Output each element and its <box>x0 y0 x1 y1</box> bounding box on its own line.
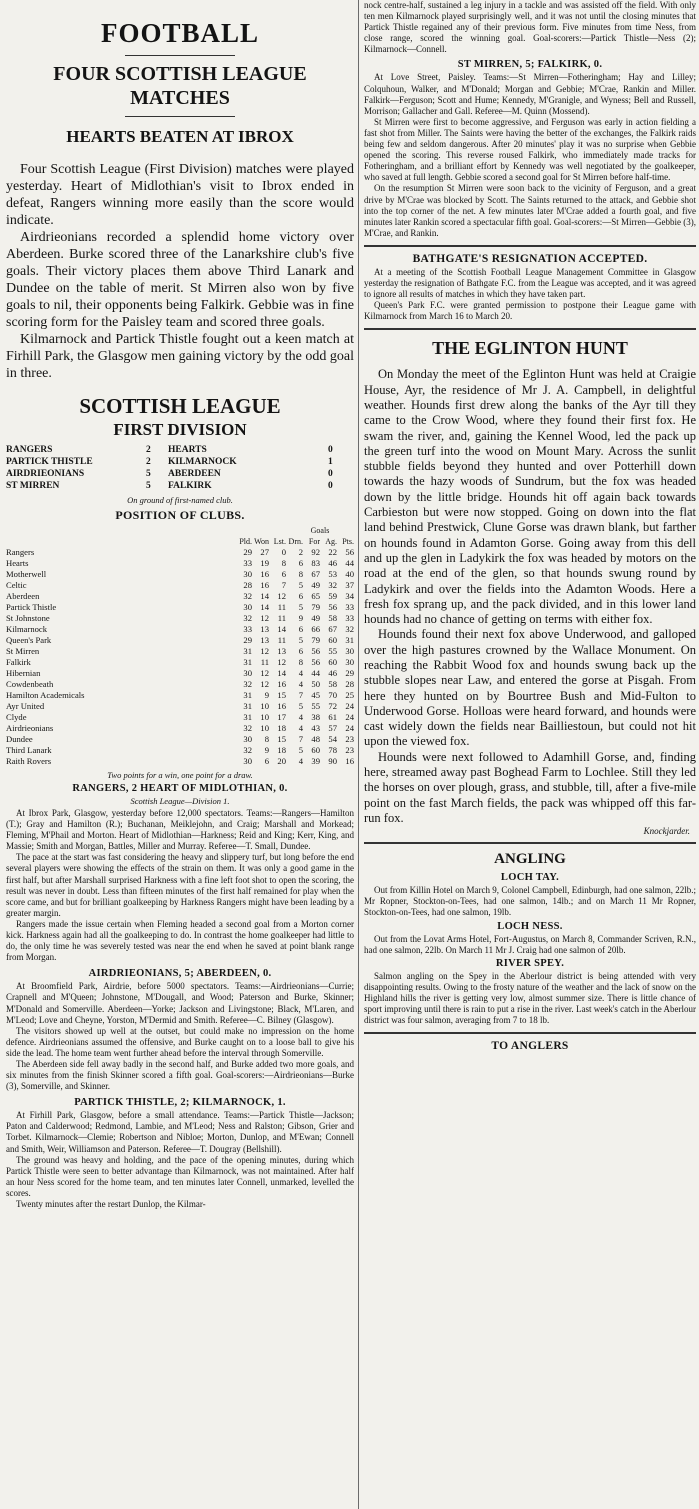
table-cell: 23 <box>345 745 354 755</box>
table-cell: 19 <box>260 558 269 568</box>
table-cell: 60 <box>328 657 337 667</box>
table-cell: 46 <box>328 558 337 568</box>
table-cell: 11 <box>260 657 269 667</box>
table-cell: 45 <box>311 690 320 700</box>
table-cell: 60 <box>328 635 337 645</box>
table-row <box>6 635 354 646</box>
table-cell: 70 <box>328 690 337 700</box>
table-cell: 60 <box>311 745 320 755</box>
league-title: SCOTTISH LEAGUE <box>79 394 281 418</box>
table-cell: 30 <box>243 756 252 766</box>
club-name: St Johnstone <box>6 613 50 623</box>
table-cell: 30 <box>345 646 354 656</box>
table-row <box>6 646 354 657</box>
table-cell: 13 <box>277 646 286 656</box>
club-name: Queen's Park <box>6 635 52 645</box>
table-cell: 17 <box>277 712 286 722</box>
table-row <box>6 580 354 591</box>
table-cell: 54 <box>328 734 337 744</box>
table-cell: 16 <box>345 756 354 766</box>
table-cell: 43 <box>311 723 320 733</box>
result-row: AIRDRIEONIANS 5 ABERDEEN 0 <box>6 469 333 479</box>
table-row <box>6 723 354 734</box>
table-cell: 92 <box>311 547 320 557</box>
table-cell: 50 <box>311 679 320 689</box>
match-title: RANGERS, 2 HEART OF MIDLOTHIAN, 0. <box>72 783 288 794</box>
table-cell: 24 <box>345 723 354 733</box>
bathgate-paragraph: Queen's Park F.C. were granted permission to postpone their League game with Kilmarnock from March 16 to March 20. <box>364 300 696 322</box>
table-cell: 16 <box>260 580 269 590</box>
table-cell: 10 <box>260 723 269 733</box>
table-cell: 56 <box>311 646 320 656</box>
club-name: Cowdenbeath <box>6 679 54 689</box>
table-cell: 40 <box>345 569 354 579</box>
table-cell: 29 <box>243 547 252 557</box>
table-goals-header-row: Goals <box>310 526 330 535</box>
table-cell: 4 <box>298 756 303 766</box>
hunt-paragraph: Hounds found their next fox above Underwood, and galloped over the high pastures crowned by the Wallace Monument. On reaching the Rabbit Wood fox and hounds swung back up the stubble slopes near Law, and entered the gorse at Pisgah. From here they hunted on by Bourtree Bush and Mid-Fulton to Underwood Gorse. Holloas were heard forward, and hounds were cast widely down the fields near Bailliestoun, but could not hit upon the viewed fox. <box>364 627 696 749</box>
table-cell: 11 <box>277 602 286 612</box>
table-cell: 16 <box>277 701 286 711</box>
club-name: Clyde <box>6 712 27 722</box>
league-table <box>6 525 354 767</box>
table-cell: 5 <box>298 580 303 590</box>
table-row <box>6 679 354 690</box>
table-cell: 8 <box>298 657 303 667</box>
table-cell: 30 <box>243 569 252 579</box>
table-header-cell: Lst. <box>273 537 286 546</box>
table-cell: 38 <box>311 712 320 722</box>
table-cell: 34 <box>345 591 354 601</box>
table-cell: 27 <box>260 547 269 557</box>
right-column <box>364 0 696 1509</box>
club-name: Hibernian <box>6 668 41 678</box>
table-cell: 15 <box>277 734 286 744</box>
table-cell: 79 <box>311 635 320 645</box>
table-cell: 67 <box>311 569 320 579</box>
table-row <box>6 668 354 679</box>
table-row <box>6 547 354 558</box>
intro-paragraph: Four Scottish League (First Division) matches were played yesterday. Heart of Midlothian's visit to Ibrox ended in defeat, Rangers winning more easily than the score would indicate. <box>6 162 354 228</box>
anglers-title: TO ANGLERS <box>491 1040 569 1053</box>
table-cell: 49 <box>311 580 320 590</box>
table-row <box>6 591 354 602</box>
table-cell: 14 <box>260 602 269 612</box>
match-report: The ground was heavy and holding, and the pace of the opening minutes, during which Partick Thistle were seen to better advantage than Kilmarnock, was not maintained. After half an hour Ness scored for the home team, and ten minutes later Connell, unmarked, levelled the scores. <box>6 1154 354 1198</box>
result-row: ST MIRREN 5 FALKIRK 0 <box>6 481 333 491</box>
table-row <box>6 613 354 624</box>
table-row <box>6 701 354 712</box>
table-cell: 12 <box>277 657 286 667</box>
match-report: At Love Street, Paisley. Teams:—St Mirren—Fotheringham; Hay and Lilley; Colquhoun, Walker, and M'Donald; Morgan and Gebbie; M'Crae, Rankin and Miller. Falkirk—Ferguson; Scott and Hume; Kennedy, M'Granigle, and Wyness; Bell and Russell, Morrison; Gallacher and Gall. Referee—M. Quinn (Mossend). <box>364 72 696 116</box>
table-cell: 29 <box>345 668 354 678</box>
club-name: Third Lanark <box>6 745 52 755</box>
table-cell: 11 <box>277 635 286 645</box>
rule <box>125 116 235 117</box>
table-cell: 59 <box>328 591 337 601</box>
table-cell: 31 <box>243 657 252 667</box>
bathgate-title: BATHGATE'S RESIGNATION ACCEPTED. <box>412 252 648 265</box>
table-cell: 44 <box>311 668 320 678</box>
table-cell: 58 <box>328 679 337 689</box>
table-cell: 32 <box>243 591 252 601</box>
table-cell: 12 <box>260 679 269 689</box>
table-row <box>6 624 354 635</box>
table-cell: 65 <box>311 591 320 601</box>
result-row: RANGERS 2 HEARTS 0 <box>6 445 333 455</box>
intro-paragraph: Kilmarnock and Partick Thistle fought out a keen match at Firhill Park, the Glasgow men gaining victory by the odd goal in three. <box>6 332 354 381</box>
table-cell: 24 <box>345 712 354 722</box>
table-row <box>6 569 354 580</box>
table-cell: 30 <box>345 657 354 667</box>
table-row <box>6 756 354 767</box>
table-cell: 55 <box>328 646 337 656</box>
club-name: Raith Rovers <box>6 756 52 766</box>
table-cell: 78 <box>328 745 337 755</box>
match-title: PARTICK THISTLE, 2; KILMARNOCK, 1. <box>74 1097 286 1109</box>
table-cell: 53 <box>328 569 337 579</box>
table-cell: 57 <box>328 723 337 733</box>
club-name: Airdrieonians <box>6 723 54 733</box>
table-cell: 10 <box>260 712 269 722</box>
table-cell: 33 <box>243 624 252 634</box>
table-cell: 20 <box>277 756 286 766</box>
angling-section <box>364 842 696 1026</box>
hunt-title: THE EGLINTON HUNT <box>432 338 628 359</box>
table-cell: 5 <box>298 602 303 612</box>
club-name: Hamilton Academicals <box>6 690 85 700</box>
table-cell: 58 <box>328 613 337 623</box>
match-subtitle: Scottish League—Division 1. <box>130 796 230 806</box>
table-row <box>6 558 354 569</box>
table-cell: 33 <box>243 558 252 568</box>
table-cell: 12 <box>277 591 286 601</box>
table-cell: 12 <box>260 646 269 656</box>
table-cell: 6 <box>298 558 303 568</box>
table-cell: 32 <box>243 679 252 689</box>
table-cell: 14 <box>260 591 269 601</box>
table-cell: 31 <box>243 701 252 711</box>
club-name: Dundee <box>6 734 33 744</box>
table-cell: 55 <box>311 701 320 711</box>
table-cell: 30 <box>243 668 252 678</box>
table-cell: 29 <box>243 635 252 645</box>
table-cell: 33 <box>345 602 354 612</box>
results-note: On ground of first-named club. <box>127 495 233 505</box>
table-cell: 8 <box>281 558 286 568</box>
angling-title: ANGLING <box>494 851 566 868</box>
table-cell: 31 <box>243 712 252 722</box>
subheadline: FOUR SCOTTISH LEAGUE MATCHES <box>53 63 307 109</box>
table-row <box>6 745 354 756</box>
table-cell: 4 <box>298 679 303 689</box>
intro-paragraph: Airdrieonians recorded a splendid home victory over Aberdeen. Burke scored three of the Lanarkshire club's five goals. Their victory places them above Third Lanark and Dundee on the table of merit. St Mirren also won by five goals to nil, their opponents being Falkirk. Gebbie was in fine scoring form for the Paisley team and scored three goals. <box>6 230 354 330</box>
table-body <box>6 547 354 767</box>
table-cell: 0 <box>281 547 286 557</box>
table-header-cell: For <box>308 537 320 546</box>
table-cell: 83 <box>311 558 320 568</box>
table-cell: 28 <box>345 679 354 689</box>
table-title: POSITION OF CLUBS. <box>115 508 245 522</box>
column-divider <box>358 0 359 1509</box>
table-cell: 39 <box>311 756 320 766</box>
table-cell: 32 <box>243 613 252 623</box>
table-cell: 5 <box>298 701 303 711</box>
table-cell: 13 <box>260 624 269 634</box>
table-row <box>6 712 354 723</box>
table-cell: 79 <box>311 602 320 612</box>
table-cell: 90 <box>328 756 337 766</box>
table-cell: 12 <box>260 613 269 623</box>
table-cell: 24 <box>345 701 354 711</box>
table-header-cell <box>6 536 235 547</box>
club-name: Hearts <box>6 558 29 568</box>
table-cell: 49 <box>311 613 320 623</box>
table-cell: 31 <box>243 690 252 700</box>
table-cell: 9 <box>264 745 269 755</box>
match-report: The Aberdeen side fell away badly in the second half, and Burke added two more goals, and six minutes from the finish Skinner scored a fifth goal. Goal-scorers:—Airdrieonians—Burke (3), Somerville, and Skinner. <box>6 1058 354 1092</box>
table-cell: 8 <box>298 569 303 579</box>
hunt-paragraph: On Monday the meet of the Eglinton Hunt was held at Craigie House, Ayr, the residence of Mr J. A. Campbell, in delightful weather. Hounds first drew along the banks of the Ayr till they came to the Crow Wood, where they found their first fox. He swam the river, and, gaining the Kennel Wood, led the pack up the green turf into the wood on Mount Mary. Across the sunlit stubble fields beyond they hunted and over Potterhill down towards the hazy woods of Sundrum, but the fox was headed down by the little bridge. Hounds hit off again back towards Carbieston but were now stopped. Going on down into the flat land behind Prestwick, Clune Gorse was drawn blank, but farther on hounds found in Adamton Gorse. Going away from this dell and up the glen in Ladykirk the fox was headed by motors on the road at the end of the glen, so that hounds swung round by Ladykirk and over the fields into the Adamton Woods. Here a fresh fox sprang up, and the pack divided, and in this lower land hounds had no chance of getting on terms with either fox. <box>364 367 696 627</box>
table-cell: 13 <box>260 635 269 645</box>
table-cell: 23 <box>345 734 354 744</box>
table-cell: 11 <box>277 613 286 623</box>
left-column <box>6 0 354 1509</box>
match-report: On the resumption St Mirren were soon back to the vicinity of Ferguson, and a great drive by M'Crae was blocked by Scott. The Saints returned to the attack, and Gebbie shot into the top corner of the net. A few minutes later M'Crae added a fourth goal, and five minutes later Rankin scored a spectacular fifth goal. Goal-scorers:—St Mirren—Gebbie (3), M'Crae, and Rankin. <box>364 183 696 238</box>
loch-ness-title: LOCH NESS. <box>497 920 563 932</box>
table-cell: 15 <box>277 690 286 700</box>
table-cell: 10 <box>260 701 269 711</box>
table-cell: 7 <box>298 734 303 744</box>
table-cell: 7 <box>281 580 286 590</box>
club-name: St Mirren <box>6 646 40 656</box>
match-report: At Firhill Park, Glasgow, before a small attendance. Teams:—Partick Thistle—Jackson; Paton and Calderwood; Redmond, Lambie, and M'Leod; Ness and Ralston; Gibson, Grier and Torbet. Kilmarnock—Clemie; Robertson and Nibloe; Morton, Dunlop, and M'Ewan; Connell and Smith, Weir, Williamson and Paterson. Referee—T. Dougray (Bellshill). <box>6 1110 354 1154</box>
club-name: Falkirk <box>6 657 31 667</box>
result-row: PARTICK THISTLE 2 KILMARNOCK 1 <box>6 457 333 467</box>
table-cell: 6 <box>298 646 303 656</box>
spey-text: Salmon angling on the Spey in the Aberlour district is being attended with very disappointing results. Owing to the frosty nature of the weather and the lack of snow on the Highland hills the river is getting very low, almost summer size. There is little chance of sport improving until there is rain to put a rise in the river. Last week's catch in the Aberlour district was four salmon, averaging from 7 to 18 lb. <box>364 970 696 1026</box>
table-cell: 5 <box>298 745 303 755</box>
table-cell: 5 <box>298 635 303 645</box>
table-cell: 9 <box>264 690 269 700</box>
table-cell: 7 <box>298 690 303 700</box>
anglers-section <box>364 1032 696 1052</box>
table-header-cell: Pld. <box>239 537 252 546</box>
table-cell: 18 <box>277 723 286 733</box>
match-title: ST MIRREN, 5; FALKIRK, 0. <box>457 59 603 71</box>
division-title: FIRST DIVISION <box>113 420 247 439</box>
loch-tay-text: Out from Killin Hotel on March 9, Colonel Campbell, Edinburgh, had one salmon, 22lb.; Mr Ropner, Stockton-on-Tees, had one salmon, 14lb.; and on March 11 Mr Ropner, Stockton-on-Tees, had one salmon, 19lb. <box>364 885 696 918</box>
table-cell: 56 <box>345 547 354 557</box>
table-cell: 6 <box>298 591 303 601</box>
table-cell: 32 <box>328 580 337 590</box>
table-cell: 66 <box>311 624 320 634</box>
table-cell: 14 <box>277 624 286 634</box>
table-cell: 8 <box>264 734 269 744</box>
loch-ness-text: Out from the Lovat Arms Hotel, Fort-Augustus, on March 8, Commander Scriven, R.N., had one salmon, 22lb. On March 11 Mr J. Craig had one salmon of 20lb. <box>364 933 696 955</box>
table-cell: 56 <box>311 657 320 667</box>
table-cell: 31 <box>345 635 354 645</box>
table-cell: 12 <box>260 668 269 678</box>
table-header-row <box>6 536 354 547</box>
table-cell: 4 <box>298 712 303 722</box>
table-cell: 61 <box>328 712 337 722</box>
table-cell: 16 <box>260 569 269 579</box>
table-cell: 9 <box>298 613 303 623</box>
match-title: AIRDRIEONIANS, 5; ABERDEEN, 0. <box>88 968 272 980</box>
table-cell: 16 <box>277 679 286 689</box>
table-cell: 33 <box>345 613 354 623</box>
club-name: Rangers <box>6 547 35 557</box>
table-cell: 28 <box>243 580 252 590</box>
table-cell: 32 <box>345 624 354 634</box>
section-headline: FOOTBALL <box>100 18 260 48</box>
loch-tay-title: LOCH TAY. <box>500 872 560 884</box>
club-name: Ayr United <box>6 701 45 711</box>
table-cell: 4 <box>298 723 303 733</box>
table-header-cell: Drn. <box>288 537 303 546</box>
table-cell: 6 <box>298 624 303 634</box>
table-cell: 22 <box>328 547 337 557</box>
spey-title: RIVER SPEY. <box>495 957 565 969</box>
club-name: Motherwell <box>6 569 47 579</box>
hunt-article <box>364 328 696 836</box>
match-report: The visitors showed up well at the outset, but could make no impression on the home defence. Airdrieonians assumed the offensive, and Burke caught on to a loose ball to give his side the lead. The home team went further ahead before the interval through Somerville. <box>6 1025 354 1058</box>
results-list <box>6 444 354 492</box>
table-header-cell: Won <box>254 537 269 546</box>
table-note: Two points for a win, one point for a draw. <box>107 770 253 780</box>
table-cell: 6 <box>281 569 286 579</box>
table-cell: 6 <box>264 756 269 766</box>
table-row <box>6 690 354 701</box>
club-name: Celtic <box>6 580 27 590</box>
table-cell: 32 <box>243 745 252 755</box>
bathgate-article <box>364 245 696 322</box>
table-cell: 31 <box>243 646 252 656</box>
table-row <box>6 657 354 668</box>
table-cell: 4 <box>298 668 303 678</box>
match-report: The pace at the start was fast considering the heavy and slippery turf, but long before the end several players were showing the effects of the strain on them. It was only a good game in the first half, but after Marshall surprised Harkness with a fine left foot shot to open the scoring, the result was never in doubt. Less than fifteen minutes of the first half remained for play when the score came, and but for brilliant goalkeeping by Harkness Rangers might have been leading by a greater margin. <box>6 852 354 918</box>
table-cell: 32 <box>243 723 252 733</box>
match-report: Twenty minutes after the restart Dunlop, the Kilmar- <box>16 1199 206 1209</box>
table-cell: 30 <box>243 734 252 744</box>
table-cell: 67 <box>328 624 337 634</box>
table-cell: 72 <box>328 701 337 711</box>
club-name: Kilmarnock <box>6 624 48 634</box>
table-cell: 30 <box>243 602 252 612</box>
club-name: Aberdeen <box>6 591 40 601</box>
hunt-signature: Knockjarder. <box>643 826 690 837</box>
table-cell: 14 <box>277 668 286 678</box>
match-report: St Mirren were first to become aggressive, and Ferguson was early in action fielding a fast shot from Miller. The Saints were having the better of the exchanges, the Falkirk raids being few and seldom dangerous. After 20 minutes' play it was no surprise when Gebbie opened the scoring. This reverse roused Falkirk, who immediately made tracks for Fotheringham, and a brilliant effort by Kennedy was well negotiated by the goalkeeper, who saved at full length. Gebbie scored a second goal for St Mirren before half-time. <box>364 116 696 183</box>
match-report: At Broomfield Park, Airdrie, before 5000 spectators. Teams:—Airdrieonians—Currie; Crapnell and M'Queen; Johnstone, M'Dougall, and Wood; Paterson and Burke, Skinner; M'Donald and Somerville. Aberdeen—Yorke; Jackson and Livingstone; Black, M'Laren, and M'Leod; Love and Cheyne, Yorston, M'Dermid and Smith. Referee—C. Bilney (Glasgow). <box>6 981 354 1025</box>
table-row <box>6 734 354 745</box>
match-report: At Ibrox Park, Glasgow, yesterday before 12,000 spectators. Teams:—Rangers—Hamilton (T.); Gray and Hamilton (R.); Buchanan, Meiklejohn, and Craig; Marshall and Morkead; Fleming, M'Phail and Morton. Heart of Midlothian—Harkness; Reid and King; Kerr, King, and Massie; Smith and Morgan, Battles, Miller and Murray. Referee—T. Small, Dundee. <box>6 808 354 852</box>
match-report: Rangers made the issue certain when Fleming headed a second goal from a Morton corner kick. Harkness again had all the goalkeeping to do. In contrast the home goalkeeper had little to do, the only time he was severely tested was near the end when he saved at point blank range from Morgan. <box>6 918 354 963</box>
table-cell: 46 <box>328 668 337 678</box>
bathgate-paragraph: At a meeting of the Scottish Football League Management Committee in Glasgow yesterday the resignation of Bathgate F.C. from the League was accepted, and it was agreed to ignore all results of matches in which they have taken part. <box>364 266 696 300</box>
rule <box>125 55 235 56</box>
table-cell: 25 <box>345 690 354 700</box>
table-cell: 37 <box>345 580 354 590</box>
subheadline-2: HEARTS BEATEN AT IBROX <box>66 127 294 146</box>
table-header-cell: Pts. <box>342 537 354 546</box>
club-name: Partick Thistle <box>6 602 57 612</box>
table-cell: 48 <box>311 734 320 744</box>
continued-report: nock centre-half, sustained a leg injury in a tackle and was assisted off the field. With only ten men Kilmarnock played surprisingly well, and it was not until the closing minutes that Partick Thistle regained any of their previous form. Five minutes from time Ness, from close range, scored the winning goal. Goal-scorers:—Partick Thistle—Ness (2); Kilmarnock—Connell. <box>364 0 696 55</box>
table-cell: 2 <box>298 547 303 557</box>
hunt-paragraph: Hounds were next followed to Adamhill Gorse, and, finding here, streamed away past Boghead Farm to Lochlee. Still they led the horses on over plough, grass, and stubble, till, after a five-mile point on the fast March fields, the pack was whipped off this far-run fox. <box>364 749 696 825</box>
table-row <box>6 602 354 613</box>
table-header-cell: Ag. <box>325 537 337 546</box>
table-cell: 44 <box>345 558 354 568</box>
table-cell: 18 <box>277 745 286 755</box>
table-cell: 56 <box>328 602 337 612</box>
